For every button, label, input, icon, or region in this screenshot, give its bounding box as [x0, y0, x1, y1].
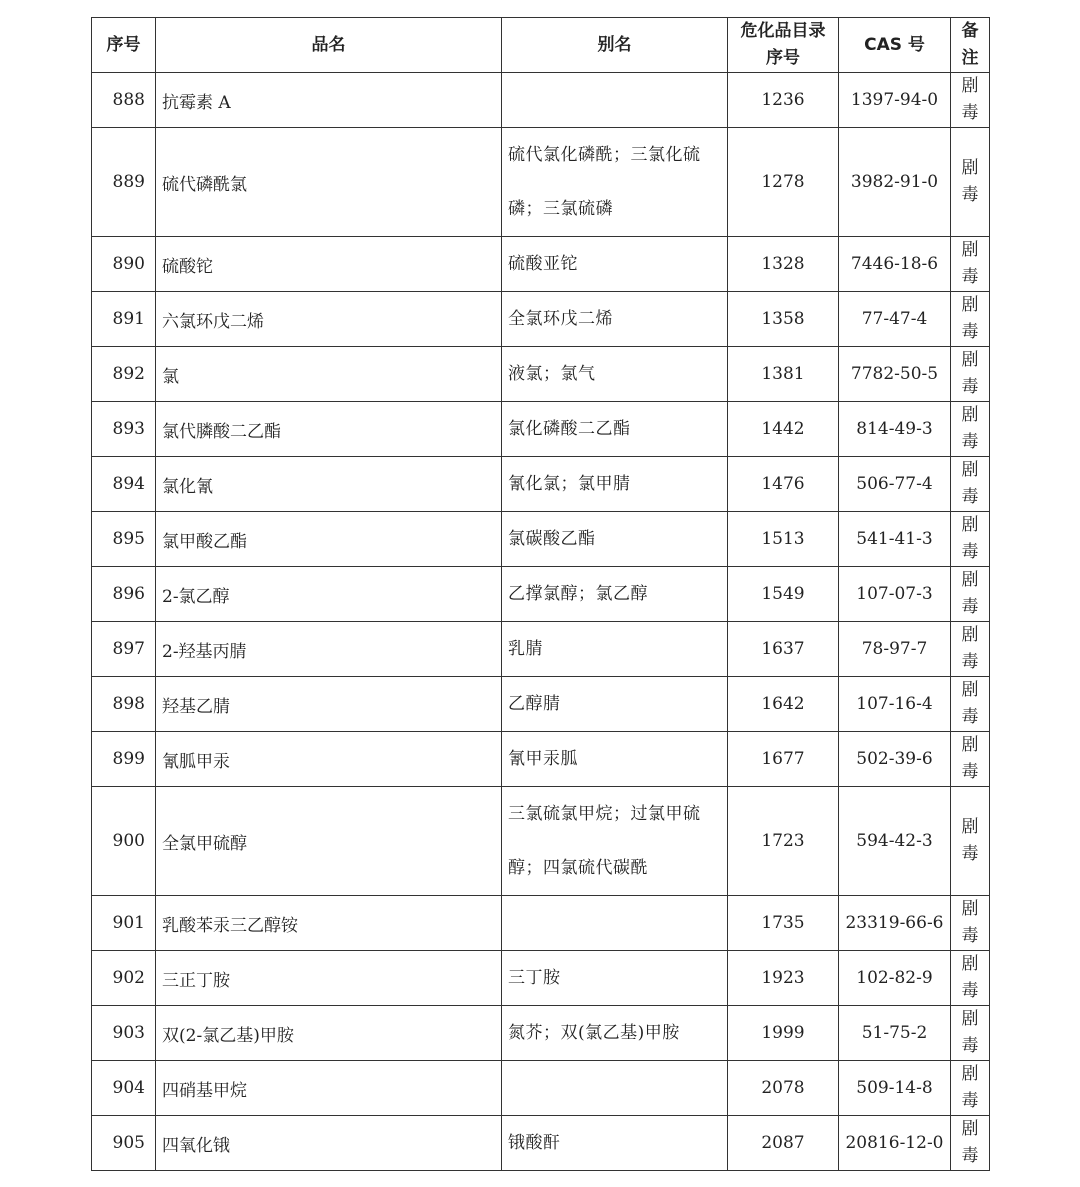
cell-note: [951, 951, 990, 1006]
cell-alias: 乳腈: [502, 622, 728, 677]
cell-name: 2-氯乙醇: [156, 567, 502, 622]
cell-cas: 541-41-3: [839, 512, 951, 567]
cell-name: 双(2-氯乙基)甲胺: [156, 1006, 502, 1061]
cell-seq: 892: [92, 347, 156, 402]
cell-note: [951, 73, 990, 128]
cell-note: [951, 347, 990, 402]
cell-note: [951, 787, 990, 896]
cell-cas: 78-97-7: [839, 622, 951, 677]
cell-seq: 893: [92, 402, 156, 457]
cell-alias: 三氯硫氯甲烷；过氯甲硫醇；四氯硫代碳酰: [502, 787, 728, 896]
cell-note: [951, 457, 990, 512]
cell-note: [951, 237, 990, 292]
note-line2: 毒: [961, 926, 979, 946]
cell-cas: 3982-91-0: [839, 128, 951, 237]
table-row: [92, 1061, 990, 1116]
cell-seq: 896: [92, 567, 156, 622]
cell-alias: 全氯环戊二烯: [502, 292, 728, 347]
cell-catalog-code: 1637: [728, 622, 839, 677]
cell-seq: 902: [92, 951, 156, 1006]
table-row: [92, 457, 990, 512]
cell-alias: 硫酸亚铊: [502, 237, 728, 292]
cell-seq: 891: [92, 292, 156, 347]
cell-name: 乳酸苯汞三乙醇铵: [156, 896, 502, 951]
cell-seq: 904: [92, 1061, 156, 1116]
header-catalog-code-line2: 序号: [766, 48, 800, 68]
note-line2: 毒: [961, 377, 979, 397]
cell-cas: 7782-50-5: [839, 347, 951, 402]
note-line1: 剧: [961, 76, 979, 96]
note-line1: 剧: [961, 295, 979, 315]
cell-note: [951, 732, 990, 787]
cell-seq: 897: [92, 622, 156, 677]
cell-note: [951, 292, 990, 347]
cell-alias: 液氯；氯气: [502, 347, 728, 402]
note-line2: 毒: [961, 432, 979, 452]
cell-note: [951, 1116, 990, 1171]
cell-note: [951, 1006, 990, 1061]
cell-catalog-code: 1381: [728, 347, 839, 402]
note-line1: 剧: [961, 680, 979, 700]
cell-name: 六氯环戊二烯: [156, 292, 502, 347]
note-line1: 剧: [961, 817, 979, 837]
cell-catalog-code: 1723: [728, 787, 839, 896]
note-line1: 剧: [961, 158, 979, 178]
cell-cas: 7446-18-6: [839, 237, 951, 292]
cell-name: 羟基乙腈: [156, 677, 502, 732]
note-line2: 毒: [961, 1146, 979, 1166]
cell-seq: 890: [92, 237, 156, 292]
table-row: [92, 732, 990, 787]
cell-name: 全氯甲硫醇: [156, 787, 502, 896]
cell-alias: 氰甲汞胍: [502, 732, 728, 787]
cell-alias: 乙醇腈: [502, 677, 728, 732]
cell-cas: 51-75-2: [839, 1006, 951, 1061]
note-line2: 毒: [961, 322, 979, 342]
table-row: [92, 567, 990, 622]
cell-alias: 氮芥；双(氯乙基)甲胺: [502, 1006, 728, 1061]
note-line1: 剧: [961, 954, 979, 974]
note-line1: 剧: [961, 1064, 979, 1084]
cell-name: 氯化氰: [156, 457, 502, 512]
cell-alias: 氯化磷酸二乙酯: [502, 402, 728, 457]
note-line1: 剧: [961, 899, 979, 919]
cell-name: 四硝基甲烷: [156, 1061, 502, 1116]
cell-seq: 903: [92, 1006, 156, 1061]
note-line1: 剧: [961, 460, 979, 480]
cell-alias: [502, 896, 728, 951]
cell-name: 氯: [156, 347, 502, 402]
cell-seq: 905: [92, 1116, 156, 1171]
table-row: [92, 292, 990, 347]
cell-seq: 888: [92, 73, 156, 128]
cell-name: 氯代膦酸二乙酯: [156, 402, 502, 457]
note-line2: 毒: [961, 1036, 979, 1056]
table-row: [92, 896, 990, 951]
table-row: [92, 787, 990, 896]
cell-note: [951, 677, 990, 732]
cell-catalog-code: 1642: [728, 677, 839, 732]
cell-cas: 107-07-3: [839, 567, 951, 622]
cell-catalog-code: 1677: [728, 732, 839, 787]
cell-cas: 20816-12-0: [839, 1116, 951, 1171]
table-row: [92, 951, 990, 1006]
header-catalog-code: [728, 18, 839, 73]
cell-alias: [502, 1061, 728, 1116]
cell-seq: 899: [92, 732, 156, 787]
note-line1: 剧: [961, 240, 979, 260]
cell-catalog-code: 1999: [728, 1006, 839, 1061]
cell-alias: 锇酸酐: [502, 1116, 728, 1171]
cell-alias: 三丁胺: [502, 951, 728, 1006]
table-row: [92, 347, 990, 402]
cell-note: [951, 1061, 990, 1116]
note-line2: 毒: [961, 103, 979, 123]
cell-note: [951, 128, 990, 237]
cell-catalog-code: 1549: [728, 567, 839, 622]
cell-catalog-code: 2087: [728, 1116, 839, 1171]
table-row: [92, 1006, 990, 1061]
header-note-line1: 备: [961, 21, 979, 41]
cell-name: 氯甲酸乙酯: [156, 512, 502, 567]
note-line1: 剧: [961, 515, 979, 535]
cell-catalog-code: 1328: [728, 237, 839, 292]
note-line2: 毒: [961, 844, 979, 864]
header-alias: 别名: [502, 18, 728, 73]
header-cas: CAS 号: [839, 18, 951, 73]
cell-catalog-code: 1358: [728, 292, 839, 347]
cell-seq: 889: [92, 128, 156, 237]
note-line1: 剧: [961, 405, 979, 425]
note-line1: 剧: [961, 350, 979, 370]
cell-note: [951, 512, 990, 567]
note-line2: 毒: [961, 487, 979, 507]
table-row: [92, 402, 990, 457]
cell-cas: 509-14-8: [839, 1061, 951, 1116]
cell-seq: 895: [92, 512, 156, 567]
header-note-line2: 注: [961, 48, 979, 68]
cell-name: 氰胍甲汞: [156, 732, 502, 787]
cell-cas: 594-42-3: [839, 787, 951, 896]
cell-note: [951, 622, 990, 677]
note-line2: 毒: [961, 597, 979, 617]
cell-seq: 898: [92, 677, 156, 732]
cell-alias: 乙撑氯醇；氯乙醇: [502, 567, 728, 622]
table-row: [92, 677, 990, 732]
cell-name: 硫酸铊: [156, 237, 502, 292]
hazardous-chemicals-table: [91, 17, 990, 1171]
cell-seq: 900: [92, 787, 156, 896]
cell-cas: 502-39-6: [839, 732, 951, 787]
cell-note: [951, 567, 990, 622]
cell-catalog-code: 1476: [728, 457, 839, 512]
cell-cas: 102-82-9: [839, 951, 951, 1006]
cell-alias: 氰化氯；氯甲腈: [502, 457, 728, 512]
note-line2: 毒: [961, 762, 979, 782]
table-row: [92, 73, 990, 128]
note-line1: 剧: [961, 1009, 979, 1029]
note-line2: 毒: [961, 707, 979, 727]
cell-catalog-code: 1236: [728, 73, 839, 128]
note-line2: 毒: [961, 267, 979, 287]
cell-alias: 氯碳酸乙酯: [502, 512, 728, 567]
cell-name: 抗霉素 A: [156, 73, 502, 128]
cell-cas: 814-49-3: [839, 402, 951, 457]
table-row: [92, 1116, 990, 1171]
table-row: [92, 622, 990, 677]
cell-cas: 1397-94-0: [839, 73, 951, 128]
cell-name: 四氧化锇: [156, 1116, 502, 1171]
cell-alias: 硫代氯化磷酰；三氯化硫磷；三氯硫磷: [502, 128, 728, 237]
cell-cas: 77-47-4: [839, 292, 951, 347]
cell-catalog-code: 2078: [728, 1061, 839, 1116]
header-seq: 序号: [92, 18, 156, 73]
note-line2: 毒: [961, 542, 979, 562]
note-line2: 毒: [961, 185, 979, 205]
table-row: [92, 512, 990, 567]
note-line2: 毒: [961, 981, 979, 1001]
cell-cas: 506-77-4: [839, 457, 951, 512]
cell-catalog-code: 1442: [728, 402, 839, 457]
cell-name: 硫代磷酰氯: [156, 128, 502, 237]
note-line1: 剧: [961, 1119, 979, 1139]
cell-alias: [502, 73, 728, 128]
note-line2: 毒: [961, 1091, 979, 1111]
cell-cas: 107-16-4: [839, 677, 951, 732]
cell-catalog-code: 1278: [728, 128, 839, 237]
note-line1: 剧: [961, 625, 979, 645]
cell-seq: 901: [92, 896, 156, 951]
cell-seq: 894: [92, 457, 156, 512]
cell-cas: 23319-66-6: [839, 896, 951, 951]
cell-name: 2-羟基丙腈: [156, 622, 502, 677]
note-line2: 毒: [961, 652, 979, 672]
header-note: [951, 18, 990, 73]
note-line1: 剧: [961, 570, 979, 590]
header-row: [92, 18, 990, 73]
cell-catalog-code: 1923: [728, 951, 839, 1006]
cell-note: [951, 896, 990, 951]
cell-catalog-code: 1735: [728, 896, 839, 951]
table-row: [92, 237, 990, 292]
table-row: [92, 128, 990, 237]
note-line1: 剧: [961, 735, 979, 755]
header-catalog-code-line1: 危化品目录: [740, 21, 826, 41]
header-name: 品名: [156, 18, 502, 73]
cell-name: 三正丁胺: [156, 951, 502, 1006]
cell-note: [951, 402, 990, 457]
cell-catalog-code: 1513: [728, 512, 839, 567]
